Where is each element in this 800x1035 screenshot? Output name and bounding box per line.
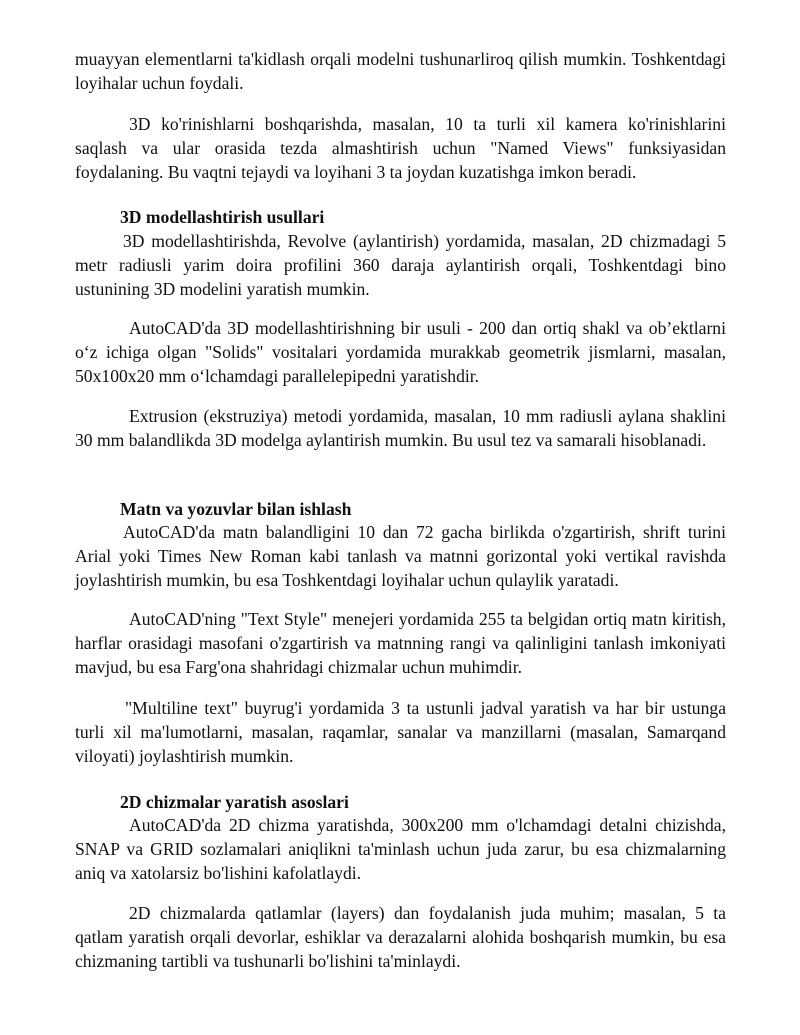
paragraph-extrusion: Extrusion (ekstruziya) metodi yordamida, masalan, 10 mm radiusli aylana shaklini 30 mm balandlikda 3D modelga aylantirish mumkin. Bu usul tez va samarali hisoblanadi. bbox=[75, 406, 726, 450]
paragraph-named-views: 3D ko'rinishlarni boshqarishda, masalan, 10 ta turli xil kamera ko'rinishlarini saqlash va ular orasida tezda almashtirish uchun "Named Views" funksiyasidan foydalaning. Bu vaqtni tejaydi va loyihani 3 ta joydan kuzatishga imkon beradi. bbox=[75, 114, 726, 182]
paragraph-layers: 2D chizmalarda qatlamlar (layers) dan foydalanish juda muhim; masalan, 5 ta qatlam yaratish orqali devorlar, eshiklar va derazalarni alohida boshqarish mumkin, bu esa chizmaning tartibli va tushunarli bo'lishini ta'minlaydi. bbox=[75, 903, 726, 971]
paragraph-continuation: muayyan elementlarni ta'kidlash orqali modelni tushunarliroq qilish mumkin. Toshkentdagi loyihalar uchun foydali. bbox=[75, 49, 726, 93]
paragraph-text-style: AutoCAD'ning "Text Style" menejeri yordamida 255 ta belgidan ortiq matn kiritish, harflar orasidagi masofani o'zgartirish va matnning rangi va qalinligini tanlash imkoniyati mavjud, bu esa Farg'ona shahridagi chizmalar uchun muhimdir. bbox=[75, 609, 726, 677]
heading-3d-modeling-methods: 3D modellashtirish usullari bbox=[120, 207, 325, 227]
heading-2d-drawing-basics: 2D chizmalar yaratish asoslari bbox=[120, 792, 349, 812]
paragraph-multiline-text: "Multiline text" buyrug'i yordamida 3 ta ustunli jadval yaratish va har bir ustunga turli xil ma'lumotlarni, masalan, raqamlar, sanalar va manzillarni (masalan, Samarqand viloyati) joylashtirish mumkin. bbox=[75, 698, 726, 766]
paragraph-solids: AutoCAD'da 3D modellashtirishning bir usuli - 200 dan ortiq shakl va ob’ektlarni o‘z ichiga olgan "Solids" vositalari yordamida murakkab geometrik jismlarni, masalan, 50x100x20 mm o‘lchamdagi parallelepipedni yaratishdir. bbox=[75, 318, 726, 386]
paragraph-text-height: AutoCAD'da matn balandligini 10 dan 72 gacha birlikda o'zgartirish, shrift turini Arial yoki Times New Roman kabi tanlash va matnni gorizontal yoki vertikal ravishda joylashtirish mumkin, bu esa Toshkentdagi loyihalar uchun qulaylik yaratadi. bbox=[75, 522, 726, 590]
paragraph-revolve: 3D modellashtirishda, Revolve (aylantirish) yordamida, masalan, 2D chizmadagi 5 metr radiusli yarim doira profilini 360 daraja aylantirish orqali, Toshkentdagi bino ustunining 3D modelini yaratish mumkin. bbox=[75, 231, 726, 299]
paragraph-snap-grid: AutoCAD'da 2D chizma yaratishda, 300x200 mm o'lchamdagi detalni chizishda, SNAP va GRID sozlamalari aniqlikni ta'minlash uchun juda zarur, bu esa chizmalarning aniq va xatolarsiz bo'lishini kafolatlaydi. bbox=[75, 815, 726, 883]
heading-text-and-labels: Matn va yozuvlar bilan ishlash bbox=[120, 499, 352, 519]
